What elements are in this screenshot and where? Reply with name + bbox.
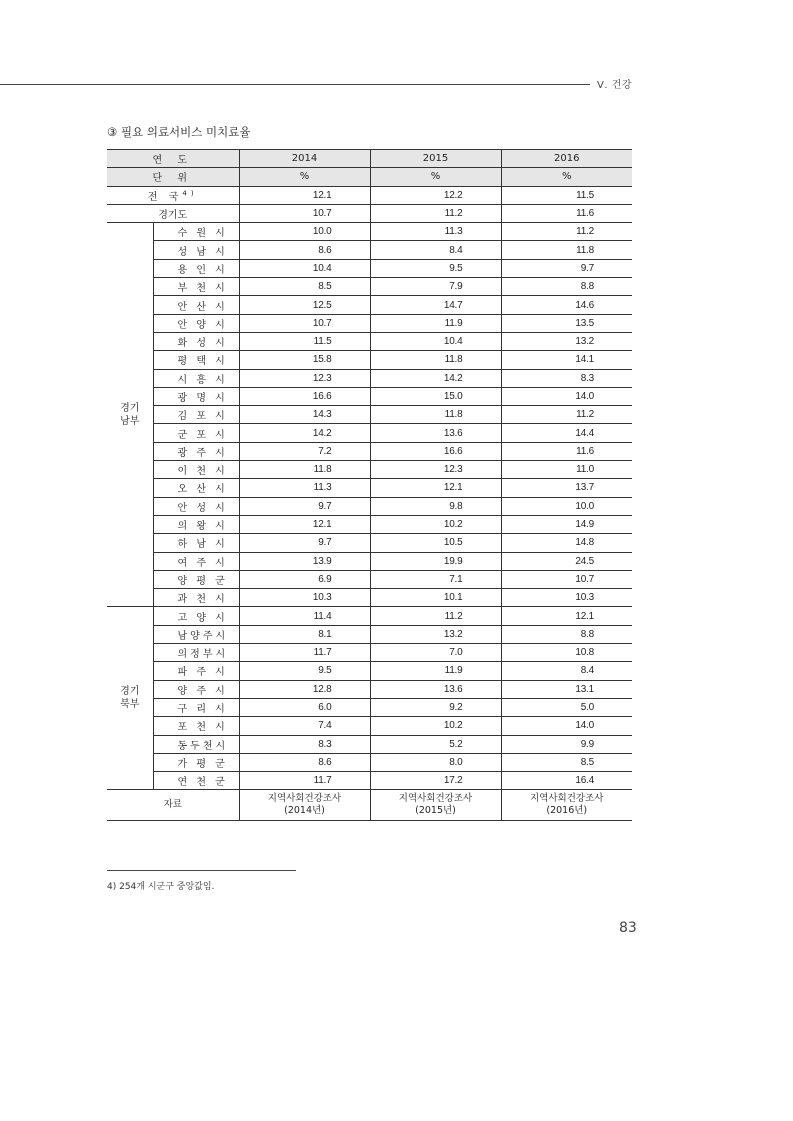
district-row [107,735,632,753]
district-row [107,662,632,680]
value-cell-2015: 11.3 [370,223,501,241]
district-row [107,497,632,515]
value-cell-2016: 10.3 [501,589,632,607]
district-row [107,241,632,259]
value-cell-2014: 10.4 [239,259,370,277]
value-cell-2014: 9.5 [239,662,370,680]
value-cell-2014: 10.0 [239,223,370,241]
district-name: 양 평 군 [153,570,239,588]
district-name: 파 주 시 [153,662,239,680]
value-cell-2015: 13.6 [370,424,501,442]
value-cell-2014: 8.6 [239,241,370,259]
district-name: 이 천 시 [153,461,239,479]
unit-2015: % [370,168,501,186]
source-line2: (2016년) [546,805,588,817]
value-cell-2015: 11.8 [370,406,501,424]
district-name: 구 리 시 [153,698,239,716]
district-row [107,223,632,241]
value-cell-2014: 10.3 [239,589,370,607]
value-cell-2016: 11.6 [501,442,632,460]
value-cell-2015: 16.6 [370,442,501,460]
district-row [107,644,632,662]
value-cell-2015: 15.0 [370,387,501,405]
value-cell-2015: 12.3 [370,461,501,479]
district-row [107,369,632,387]
value-cell-2014: 6.0 [239,698,370,716]
value-cell-2016: 11.0 [501,461,632,479]
value-cell-2016: 10.7 [501,570,632,588]
national-name: 전 국 [147,191,183,203]
district-name: 동두천시 [153,735,239,753]
value-cell-2015: 11.8 [370,351,501,369]
value-cell-2014: 8.5 [239,278,370,296]
value-cell-2014: 11.3 [239,479,370,497]
district-name: 성 남 시 [153,241,239,259]
value-cell-2016: 10.0 [501,497,632,515]
value-cell-2015: 10.4 [370,332,501,350]
province-2016: 11.6 [501,204,632,222]
district-name: 연 천 군 [153,772,239,790]
value-cell-2014: 7.2 [239,442,370,460]
value-cell-2016: 14.0 [501,717,632,735]
value-cell-2015: 13.2 [370,625,501,643]
value-cell-2014: 8.1 [239,625,370,643]
value-cell-2014: 12.3 [239,369,370,387]
value-cell-2014: 9.7 [239,534,370,552]
value-cell-2014: 13.9 [239,552,370,570]
unit-label: 단 위 [107,168,239,186]
district-name: 오 산 시 [153,479,239,497]
value-cell-2014: 14.3 [239,406,370,424]
district-name: 안 산 시 [153,296,239,314]
value-cell-2014: 12.5 [239,296,370,314]
footnote-ref: 4) [182,189,198,198]
district-row [107,717,632,735]
value-cell-2016: 13.2 [501,332,632,350]
section-title: ③ 필요 의료서비스 미치료율 [107,125,251,139]
district-name: 부 천 시 [153,278,239,296]
value-cell-2014: 11.5 [239,332,370,350]
value-cell-2015: 9.8 [370,497,501,515]
district-row [107,278,632,296]
value-cell-2014: 11.7 [239,772,370,790]
province-2014: 10.7 [239,204,370,222]
district-name: 여 주 시 [153,552,239,570]
district-name: 평 택 시 [153,351,239,369]
value-cell-2016: 10.8 [501,644,632,662]
district-name: 광 주 시 [153,442,239,460]
value-cell-2016: 9.7 [501,259,632,277]
district-row [107,406,632,424]
district-name: 수 원 시 [153,223,239,241]
source-cell [370,790,501,821]
value-cell-2016: 14.9 [501,515,632,533]
value-cell-2014: 9.7 [239,497,370,515]
national-2015: 12.2 [370,186,501,204]
north-region-label-line2: 북부 [120,699,140,711]
district-row [107,552,632,570]
value-cell-2016: 9.9 [501,735,632,753]
district-name: 포 천 시 [153,717,239,735]
district-row [107,479,632,497]
district-row [107,442,632,460]
value-cell-2014: 10.7 [239,314,370,332]
district-name: 화 성 시 [153,332,239,350]
value-cell-2014: 11.7 [239,644,370,662]
national-2016: 11.5 [501,186,632,204]
value-cell-2015: 9.2 [370,698,501,716]
district-name: 가 평 군 [153,753,239,771]
chapter-header: Ⅴ. 건강 [597,80,633,91]
district-row [107,259,632,277]
value-cell-2015: 5.2 [370,735,501,753]
value-cell-2015: 7.0 [370,644,501,662]
value-cell-2016: 11.8 [501,241,632,259]
value-cell-2014: 11.8 [239,461,370,479]
year-2015: 2015 [370,150,501,168]
district-row [107,314,632,332]
value-cell-2015: 10.5 [370,534,501,552]
south-region-label-line1: 경기 [120,402,140,414]
value-cell-2016: 13.1 [501,680,632,698]
value-cell-2014: 7.4 [239,717,370,735]
value-cell-2014: 12.1 [239,515,370,533]
value-cell-2016: 8.4 [501,662,632,680]
district-row [107,570,632,588]
source-line1: 지역사회건강조사 [398,793,473,805]
value-cell-2015: 7.9 [370,278,501,296]
district-row [107,625,632,643]
value-cell-2014: 12.8 [239,680,370,698]
district-row [107,589,632,607]
value-cell-2015: 10.2 [370,515,501,533]
value-cell-2015: 10.2 [370,717,501,735]
value-cell-2016: 13.5 [501,314,632,332]
value-cell-2015: 8.0 [370,753,501,771]
south-region-label-line2: 남부 [120,415,140,427]
source-row [107,790,632,821]
north-region-label [107,607,153,790]
value-cell-2015: 14.2 [370,369,501,387]
page-number: 83 [619,920,637,936]
district-name: 남양주시 [153,625,239,643]
district-row [107,607,632,625]
province-name: 경기도 [107,204,239,222]
district-row [107,680,632,698]
source-cell [239,790,370,821]
national-label [107,186,239,204]
value-cell-2016: 8.8 [501,278,632,296]
source-line1: 지역사회건강조사 [530,793,604,805]
value-cell-2015: 11.9 [370,662,501,680]
value-cell-2016: 8.8 [501,625,632,643]
district-row [107,772,632,790]
value-cell-2016: 16.4 [501,772,632,790]
value-cell-2014: 14.2 [239,424,370,442]
value-cell-2016: 14.4 [501,424,632,442]
value-cell-2016: 24.5 [501,552,632,570]
value-cell-2016: 5.0 [501,698,632,716]
source-line1: 지역사회건강조사 [267,793,342,805]
value-cell-2015: 11.9 [370,314,501,332]
value-cell-2016: 14.0 [501,387,632,405]
value-cell-2015: 11.2 [370,607,501,625]
value-cell-2014: 8.3 [239,735,370,753]
value-cell-2015: 19.9 [370,552,501,570]
value-cell-2014: 15.8 [239,351,370,369]
value-cell-2016: 8.3 [501,369,632,387]
footnote-text: 4) 254개 시군구 중앙값임. [107,882,215,892]
district-row [107,387,632,405]
value-cell-2016: 14.8 [501,534,632,552]
year-header-row [107,150,632,168]
province-row [107,204,632,222]
value-cell-2016: 8.5 [501,753,632,771]
value-cell-2016: 11.2 [501,223,632,241]
province-2015: 11.2 [370,204,501,222]
year-2014: 2014 [239,150,370,168]
district-name: 고 양 시 [153,607,239,625]
footnote-rule [107,870,296,871]
source-line2: (2015년) [415,805,456,817]
value-cell-2014: 6.9 [239,570,370,588]
district-name: 시 흥 시 [153,369,239,387]
district-name: 하 남 시 [153,534,239,552]
unit-2016: % [501,168,632,186]
value-cell-2016: 14.6 [501,296,632,314]
value-cell-2015: 10.1 [370,589,501,607]
district-name: 안 양 시 [153,314,239,332]
value-cell-2015: 17.2 [370,772,501,790]
north-region-label-line1: 경기 [120,686,140,698]
district-row [107,515,632,533]
value-cell-2015: 7.1 [370,570,501,588]
untreated-rate-table [107,149,632,821]
value-cell-2014: 8.6 [239,753,370,771]
value-cell-2014: 11.4 [239,607,370,625]
value-cell-2016: 12.1 [501,607,632,625]
value-cell-2016: 14.1 [501,351,632,369]
unit-2014: % [239,168,370,186]
district-name: 과 천 시 [153,589,239,607]
source-label: 자료 [107,790,239,821]
unit-header-row [107,168,632,186]
district-row [107,753,632,771]
value-cell-2014: 16.6 [239,387,370,405]
district-name: 용 인 시 [153,259,239,277]
value-cell-2015: 14.7 [370,296,501,314]
district-row [107,296,632,314]
value-cell-2015: 9.5 [370,259,501,277]
district-row [107,332,632,350]
value-cell-2016: 11.2 [501,406,632,424]
source-cell [501,790,632,821]
national-row [107,186,632,204]
district-row [107,351,632,369]
district-row [107,534,632,552]
south-region-label [107,223,153,607]
header-rule [0,84,590,85]
district-row [107,461,632,479]
source-line2: (2014년) [284,805,325,817]
value-cell-2015: 8.4 [370,241,501,259]
year-label: 연 도 [107,150,239,168]
value-cell-2015: 13.6 [370,680,501,698]
value-cell-2016: 13.7 [501,479,632,497]
year-2016: 2016 [501,150,632,168]
value-cell-2015: 12.1 [370,479,501,497]
district-name: 안 성 시 [153,497,239,515]
district-name: 군 포 시 [153,424,239,442]
national-2014: 12.1 [239,186,370,204]
district-name: 광 명 시 [153,387,239,405]
district-name: 의정부시 [153,644,239,662]
district-row [107,424,632,442]
district-name: 양 주 시 [153,680,239,698]
district-name: 의 왕 시 [153,515,239,533]
district-row [107,698,632,716]
district-name: 김 포 시 [153,406,239,424]
